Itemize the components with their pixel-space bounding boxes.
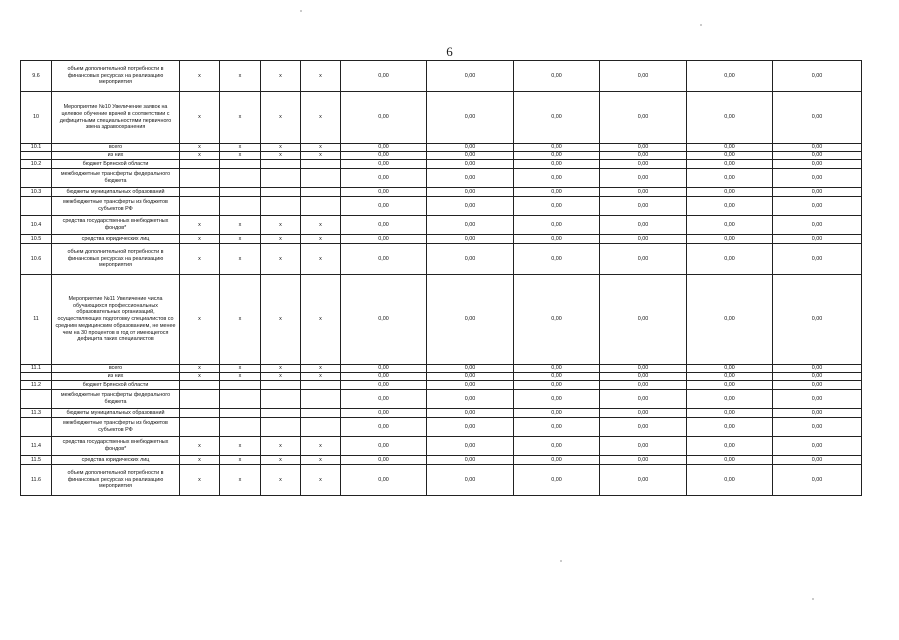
mark-cell: x [220,216,261,235]
value-cell: 0,00 [514,144,600,152]
mark-cell: x [180,152,220,160]
table-row [21,144,862,152]
value-cell: 0,00 [773,365,862,373]
value-cell: 0,00 [600,365,687,373]
value-cell: 0,00 [600,235,687,244]
mark-cell: x [261,437,301,456]
row-label: межбюджетные трансферты федерального бюджета [52,169,180,188]
table-row [21,188,862,197]
value-cell: 0,00 [600,92,687,144]
row-number [21,418,52,437]
value-cell: 0,00 [687,390,773,409]
table-row [21,235,862,244]
mark-cell [220,160,261,169]
budget-table [20,60,862,496]
table-row [21,152,862,160]
mark-cell [261,188,301,197]
row-number: 10.3 [21,188,52,197]
value-cell: 0,00 [341,390,427,409]
value-cell: 0,00 [773,61,862,92]
table-row [21,418,862,437]
value-cell: 0,00 [773,169,862,188]
value-cell: 0,00 [687,365,773,373]
mark-cell [180,160,220,169]
row-number [21,152,52,160]
table-row [21,244,862,275]
value-cell: 0,00 [514,418,600,437]
table-row [21,169,862,188]
mark-cell: x [301,365,341,373]
row-label: межбюджетные трансферты из бюджетов субъектов РФ [52,418,180,437]
value-cell: 0,00 [514,275,600,365]
value-cell: 0,00 [600,409,687,418]
value-cell: 0,00 [600,456,687,465]
value-cell: 0,00 [773,152,862,160]
table-row [21,365,862,373]
row-number: 9.6 [21,61,52,92]
row-label: средства юридических лиц [52,235,180,244]
mark-cell [301,381,341,390]
mark-cell: x [301,244,341,275]
value-cell: 0,00 [427,390,514,409]
mark-cell: x [220,465,261,496]
value-cell: 0,00 [514,92,600,144]
value-cell: 0,00 [514,216,600,235]
table-body [21,61,862,496]
value-cell: 0,00 [341,365,427,373]
mark-cell [180,188,220,197]
value-cell: 0,00 [514,169,600,188]
value-cell: 0,00 [600,152,687,160]
mark-cell [261,381,301,390]
mark-cell [220,418,261,437]
row-label: бюджет Брянской области [52,160,180,169]
value-cell: 0,00 [687,144,773,152]
mark-cell: x [301,275,341,365]
value-cell: 0,00 [427,216,514,235]
mark-cell: x [261,144,301,152]
value-cell: 0,00 [427,160,514,169]
mark-cell: x [180,373,220,381]
row-label: межбюджетные трансферты из бюджетов субъектов РФ [52,197,180,216]
value-cell: 0,00 [514,188,600,197]
value-cell: 0,00 [773,235,862,244]
value-cell: 0,00 [600,160,687,169]
mark-cell: x [180,235,220,244]
value-cell: 0,00 [341,169,427,188]
mark-cell [180,390,220,409]
row-label: бюджеты муниципальных образований [52,188,180,197]
value-cell: 0,00 [341,244,427,275]
value-cell: 0,00 [341,381,427,390]
row-number [21,390,52,409]
value-cell: 0,00 [687,169,773,188]
mark-cell: x [180,465,220,496]
value-cell: 0,00 [687,235,773,244]
value-cell: 0,00 [514,160,600,169]
value-cell: 0,00 [427,465,514,496]
value-cell: 0,00 [600,275,687,365]
row-label: из них [52,373,180,381]
mark-cell: x [261,244,301,275]
mark-cell: x [180,92,220,144]
row-label: объем дополнительной потребности в финансовых ресурсах на реализацию мероприятия [52,244,180,275]
mark-cell: x [301,465,341,496]
value-cell: 0,00 [514,437,600,456]
value-cell: 0,00 [773,160,862,169]
value-cell: 0,00 [427,365,514,373]
mark-cell [301,390,341,409]
value-cell: 0,00 [514,465,600,496]
row-number [21,197,52,216]
value-cell: 0,00 [341,418,427,437]
mark-cell [261,160,301,169]
value-cell: 0,00 [600,169,687,188]
value-cell: 0,00 [427,418,514,437]
value-cell: 0,00 [687,275,773,365]
value-cell: 0,00 [341,197,427,216]
value-cell: 0,00 [773,92,862,144]
value-cell: 0,00 [514,409,600,418]
mark-cell: x [220,373,261,381]
value-cell: 0,00 [773,418,862,437]
value-cell: 0,00 [427,456,514,465]
table-row [21,465,862,496]
value-cell: 0,00 [427,235,514,244]
value-cell: 0,00 [600,437,687,456]
value-cell: 0,00 [427,373,514,381]
row-label: всего [52,365,180,373]
row-number [21,169,52,188]
table-row [21,381,862,390]
mark-cell: x [301,235,341,244]
value-cell: 0,00 [514,61,600,92]
mark-cell: x [261,92,301,144]
value-cell: 0,00 [600,244,687,275]
table-row [21,456,862,465]
mark-cell: x [180,437,220,456]
mark-cell: x [220,152,261,160]
mark-cell [220,169,261,188]
scan-speck [560,560,562,562]
mark-cell [301,418,341,437]
scan-speck [300,10,302,12]
value-cell: 0,00 [341,465,427,496]
value-cell: 0,00 [687,373,773,381]
value-cell: 0,00 [773,456,862,465]
value-cell: 0,00 [687,244,773,275]
value-cell: 0,00 [600,188,687,197]
row-number: 10 [21,92,52,144]
mark-cell [301,409,341,418]
row-label: межбюджетные трансферты федерального бюджета [52,390,180,409]
value-cell: 0,00 [773,244,862,275]
table-row [21,197,862,216]
mark-cell: x [180,61,220,92]
value-cell: 0,00 [773,409,862,418]
table-row [21,160,862,169]
table-row [21,409,862,418]
row-number: 10.5 [21,235,52,244]
mark-cell: x [220,235,261,244]
value-cell: 0,00 [600,418,687,437]
row-number: 10.6 [21,244,52,275]
value-cell: 0,00 [600,144,687,152]
row-number: 10.4 [21,216,52,235]
scan-speck [812,598,814,600]
mark-cell [180,409,220,418]
mark-cell: x [220,92,261,144]
value-cell: 0,00 [341,160,427,169]
mark-cell: x [220,365,261,373]
mark-cell: x [261,275,301,365]
value-cell: 0,00 [427,169,514,188]
mark-cell [261,418,301,437]
row-number: 11.2 [21,381,52,390]
value-cell: 0,00 [341,216,427,235]
value-cell: 0,00 [773,197,862,216]
row-number: 11 [21,275,52,365]
mark-cell: x [220,244,261,275]
mark-cell [180,381,220,390]
value-cell: 0,00 [687,418,773,437]
row-label: бюджеты муниципальных образований [52,409,180,418]
value-cell: 0,00 [687,465,773,496]
value-cell: 0,00 [687,160,773,169]
table-row [21,437,862,456]
mark-cell [261,390,301,409]
mark-cell: x [220,456,261,465]
value-cell: 0,00 [514,197,600,216]
row-number: 10.2 [21,160,52,169]
mark-cell: x [301,61,341,92]
row-label: средства государственных внебюджетных фондов* [52,216,180,235]
mark-cell: x [261,373,301,381]
value-cell: 0,00 [341,373,427,381]
value-cell: 0,00 [687,437,773,456]
value-cell: 0,00 [600,390,687,409]
value-cell: 0,00 [341,456,427,465]
mark-cell [220,381,261,390]
value-cell: 0,00 [687,61,773,92]
mark-cell: x [261,456,301,465]
mark-cell: x [301,92,341,144]
mark-cell: x [261,152,301,160]
value-cell: 0,00 [427,61,514,92]
row-label: средства юридических лиц [52,456,180,465]
value-cell: 0,00 [427,437,514,456]
mark-cell: x [180,244,220,275]
value-cell: 0,00 [773,216,862,235]
value-cell: 0,00 [600,465,687,496]
value-cell: 0,00 [341,235,427,244]
mark-cell: x [261,235,301,244]
row-label: средства государственных внебюджетных фондов* [52,437,180,456]
row-label: всего [52,144,180,152]
mark-cell [261,197,301,216]
mark-cell: x [301,216,341,235]
value-cell: 0,00 [341,437,427,456]
mark-cell: x [301,152,341,160]
mark-cell [301,197,341,216]
value-cell: 0,00 [687,152,773,160]
table-row [21,92,862,144]
row-number: 11.4 [21,437,52,456]
value-cell: 0,00 [427,144,514,152]
value-cell: 0,00 [341,61,427,92]
row-label: Мероприятие №11 Увеличение числа обучающихся профессиональных образовательных организаций, осуществляющих подготовку специалистов со средним медицинским образованием, не менее чем на 30 процентов в год от имеющегося дефицита таких специалистов [52,275,180,365]
row-number: 11.3 [21,409,52,418]
value-cell: 0,00 [341,275,427,365]
value-cell: 0,00 [514,390,600,409]
value-cell: 0,00 [687,381,773,390]
row-number: 11.6 [21,465,52,496]
row-label: объем дополнительной потребности в финансовых ресурсах на реализацию мероприятия [52,465,180,496]
mark-cell [220,188,261,197]
value-cell: 0,00 [341,92,427,144]
table-row [21,216,862,235]
value-cell: 0,00 [773,144,862,152]
value-cell: 0,00 [427,381,514,390]
value-cell: 0,00 [341,144,427,152]
mark-cell: x [180,275,220,365]
mark-cell [220,197,261,216]
mark-cell: x [180,456,220,465]
mark-cell [301,188,341,197]
mark-cell: x [301,437,341,456]
value-cell: 0,00 [514,235,600,244]
table-row [21,390,862,409]
mark-cell: x [180,216,220,235]
value-cell: 0,00 [514,381,600,390]
row-label: Мероприятие №10 Увеличение заявок на целевое обучение врачей в соответствии с дефицитными специальностями первичного звена здравоохранения [52,92,180,144]
value-cell: 0,00 [687,216,773,235]
value-cell: 0,00 [514,152,600,160]
mark-cell: x [261,61,301,92]
value-cell: 0,00 [600,373,687,381]
mark-cell [261,409,301,418]
table-row [21,373,862,381]
value-cell: 0,00 [427,244,514,275]
mark-cell [220,390,261,409]
table-row [21,275,862,365]
mark-cell [180,169,220,188]
value-cell: 0,00 [514,244,600,275]
mark-cell [301,160,341,169]
value-cell: 0,00 [341,188,427,197]
mark-cell: x [301,456,341,465]
value-cell: 0,00 [687,456,773,465]
row-label: из них [52,152,180,160]
mark-cell [301,169,341,188]
value-cell: 0,00 [687,409,773,418]
value-cell: 0,00 [600,61,687,92]
row-number: 11.5 [21,456,52,465]
mark-cell: x [261,216,301,235]
value-cell: 0,00 [773,373,862,381]
value-cell: 0,00 [427,188,514,197]
row-number: 11.1 [21,365,52,373]
value-cell: 0,00 [687,197,773,216]
value-cell: 0,00 [427,92,514,144]
mark-cell: x [301,144,341,152]
mark-cell: x [180,365,220,373]
mark-cell: x [220,61,261,92]
mark-cell: x [261,465,301,496]
value-cell: 0,00 [773,465,862,496]
value-cell: 0,00 [600,216,687,235]
value-cell: 0,00 [514,373,600,381]
value-cell: 0,00 [514,365,600,373]
mark-cell [261,169,301,188]
mark-cell [180,197,220,216]
mark-cell: x [301,373,341,381]
mark-cell: x [261,365,301,373]
row-number [21,373,52,381]
row-label: бюджет Брянской области [52,381,180,390]
value-cell: 0,00 [341,152,427,160]
value-cell: 0,00 [687,188,773,197]
value-cell: 0,00 [427,197,514,216]
value-cell: 0,00 [427,152,514,160]
value-cell: 0,00 [514,456,600,465]
mark-cell [180,418,220,437]
mark-cell: x [220,144,261,152]
value-cell: 0,00 [773,188,862,197]
value-cell: 0,00 [600,197,687,216]
mark-cell: x [220,275,261,365]
value-cell: 0,00 [427,275,514,365]
row-number: 10.1 [21,144,52,152]
mark-cell: x [220,437,261,456]
page-number: 6 [446,44,453,59]
mark-cell [220,409,261,418]
row-label: объем дополнительной потребности в финансовых ресурсах на реализацию мероприятия [52,61,180,92]
value-cell: 0,00 [427,409,514,418]
value-cell: 0,00 [773,390,862,409]
value-cell: 0,00 [600,381,687,390]
scan-speck [700,24,702,26]
value-cell: 0,00 [773,437,862,456]
table-row [21,61,862,92]
value-cell: 0,00 [773,275,862,365]
value-cell: 0,00 [773,381,862,390]
value-cell: 0,00 [687,92,773,144]
mark-cell: x [180,144,220,152]
value-cell: 0,00 [341,409,427,418]
